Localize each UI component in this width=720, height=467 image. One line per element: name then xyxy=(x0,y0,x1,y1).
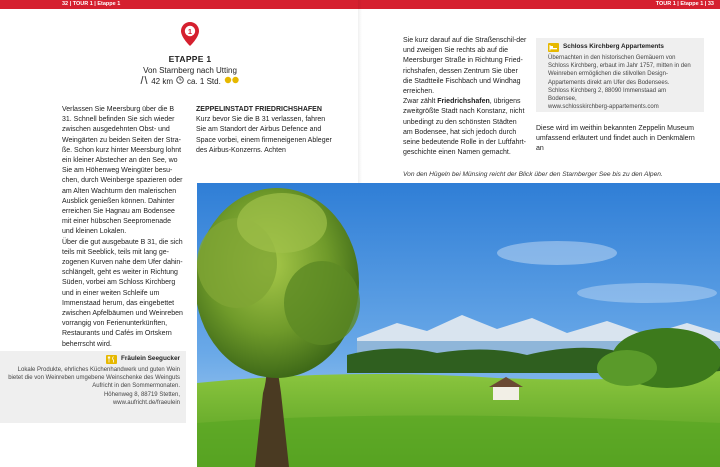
stage-title: ETAPPE 1 xyxy=(168,54,212,64)
stage-distance: 42 km xyxy=(151,76,173,86)
bed-icon xyxy=(548,43,559,52)
text-run: Zwar zählt xyxy=(403,98,438,106)
accommodation-infobox xyxy=(536,38,704,112)
landscape-photo xyxy=(197,183,720,467)
stage-route: Von Starnberg nach Utting xyxy=(143,66,237,75)
stage-number: 1 xyxy=(187,26,193,36)
clock-icon xyxy=(176,76,184,86)
stage-header xyxy=(110,22,270,86)
section-heading: ZEPPELINSTADT FRIEDRICHSHAFEN xyxy=(196,106,322,113)
restaurant-icon xyxy=(106,355,117,364)
header-left-label: 32 | TOUR 1 | Etappe 1 xyxy=(62,1,121,7)
rating-icons xyxy=(224,76,240,86)
text-run: , übrigens zweitgrößte Stadt nach Konstanz, nicht unbedingt zu den schönsten Städten am Bodensee, hat sich jedoch durch seine bedeutende Rolle in der Luftfahrt-geschichte einen Namen gemacht. xyxy=(403,98,526,157)
text-column-2 xyxy=(196,105,336,156)
infobox-body: Übernachten in den historischen Gemäuern von Schloss Kirchberg, erbaut im Jahr 1757, mitten in den Weinreben ermöglichen die stilvollen Design-Appartements direkt am Ufer des Bodensees. xyxy=(548,55,691,86)
infobox-address: Schloss Kirchberg 2, 88090 Immenstaad am Bodensee, xyxy=(548,87,667,103)
infobox-title-row xyxy=(6,355,180,364)
infobox-address: Höhenweg 8, 88719 Stetten, xyxy=(103,391,180,398)
paragraph: Kurz bevor Sie die B 31 verlassen, fahren Sie am Standort der Airbus Defence and Space vorbei, einem firmeneigenen Ableger des Airbus-Konzerns. Achten xyxy=(196,116,332,154)
location-pin-icon xyxy=(181,22,199,46)
stage-meta xyxy=(110,76,270,86)
restaurant-infobox xyxy=(0,351,186,423)
text-column-1 xyxy=(62,105,184,350)
infobox-url: www.schlosskirchberg-appartements.com xyxy=(548,104,659,111)
infobox-title: Fräulein Seegucker xyxy=(121,355,180,363)
paragraph: Diese wird im weithin bekannten Zeppelin Museum umfassend erläutert und findet auch in Denkmälern an xyxy=(536,125,695,153)
highlight-city: Friedrichshafen xyxy=(437,98,490,106)
infobox-body: Lokale Produkte, ehrliches Küchenhandwerk und guten Wein bietet die von Weinreben umgebene Weinschenke des Weinguts Aufricht in den Sommermonaten. xyxy=(8,367,180,390)
paragraph: Über die gut ausgebaute B 31, die sich teils mit Seeblick, teils mit lang ge-zogenen Kurven nahe dem Ufer dahin-schlängelt, geht es weiter in Richtung Süden, vorbei am Schloss Kirchberg und in einer weiten Schleife um Immenstaad herum, das eingebettet zwischen Apfelbäumen und Weinreben vorrangig von Ferienunterkünften, Restaurants und Cafés im Ortskern beherrscht wird. xyxy=(62,238,183,348)
landscape-illustration xyxy=(197,183,720,467)
paragraph: Verlassen Sie Meersburg über die B 31. Schnell befinden Sie sich wieder zwischen ausgedehnten Obst- und Weingärten zu beiden Seiten der Stra-ße. Schon kurz hinter Meersburg lohnt ein kleiner Abstecher an den See, wo Sie am Höhenweg Weingüter besu-chen, durch Weinberge spazieren oder am Alten Wachturm den malerischen Ausblick genießen können. Dahinter erreichen Sie Hagnau am Bodensee mit einer hübschen Seepromenade und kleinen Lokalen. xyxy=(62,106,183,236)
paragraph: Sie kurz darauf auf die Straßenschil-der und zweigen Sie rechts ab auf die Meersburger Straße in Richtung Fried-richshafen, dessen Zentrum Sie über die Stadtteile Fischbach und Windhag erreichen. xyxy=(403,37,527,96)
infobox-url: www.aufricht.de/fraeulein xyxy=(112,399,180,406)
stage-duration: ca. 1 Std. xyxy=(187,76,221,86)
infobox-title-row xyxy=(548,43,696,52)
text-column-3 xyxy=(403,36,528,158)
paragraph xyxy=(403,97,528,158)
text-column-4 xyxy=(536,124,696,155)
infobox-title: Schloss Kirchberg Appartements xyxy=(563,43,664,51)
header-right-label: TOUR 1 | Etappe 1 | 33 xyxy=(655,1,714,7)
photo-caption: Von den Hügeln bei Münsing reicht der Blick über den Starnberger See bis zu den Alpen. xyxy=(403,171,663,178)
road-icon xyxy=(140,76,148,86)
